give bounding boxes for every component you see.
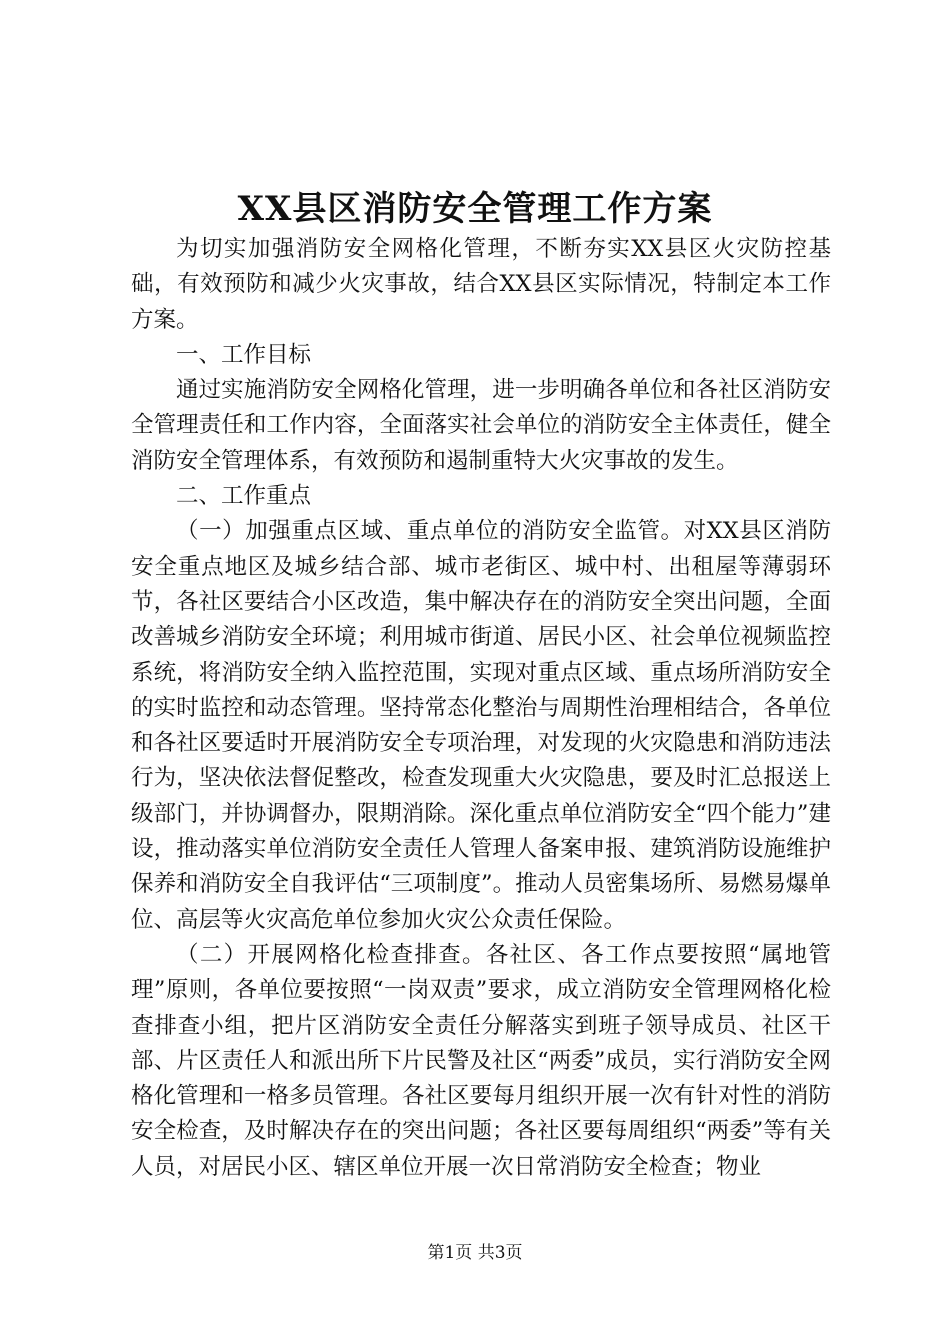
paragraph-intro: 为切实加强消防安全网格化管理，不断夯实XX县区火灾防控基础，有效预防和减少火灾事故，结合XX县区实际情况，特制定本工作方案。 <box>131 236 831 333</box>
paragraph-focus-2: （二）开展网格化检查排查。各社区、各工作点要按照“属地管理”原则，各单位要按照“一岗双责”要求，成立消防安全管理网格化检查排查小组，把片区消防安全责任分解落实到班子领导成员、社区干部、片区责任人和派出所下片民警及社区“两委”成员，实行消防安全网格化管理和一格多员管理。各社区要每月组织开展一次有针对性的消防安全检查，及时解决存在的突出问题；各社区要每周组织“两委”等有关人员，对居民小区、辖区单位开展一次日常消防安全检查；物业 <box>131 941 831 1180</box>
section-heading-goals: 一、工作目标 <box>176 341 312 368</box>
document-body <box>131 232 831 1185</box>
paragraph-goals: 通过实施消防安全网格化管理，进一步明确各单位和各社区消防安全管理责任和工作内容，全面落实社会单位的消防安全主体责任，健全消防安全管理体系，有效预防和遏制重特大火灾事故的发生。 <box>131 377 831 474</box>
paragraph-focus-1: （一）加强重点区域、重点单位的消防安全监管。对XX县区消防安全重点地区及城乡结合部、城市老街区、城中村、出租屋等薄弱环节，各社区要结合小区改造，集中解决存在的消防安全突出问题，全面改善城乡消防安全环境；利用城市街道、居民小区、社会单位视频监控系统，将消防安全纳入监控范围，实现对重点区域、重点场所消防安全的实时监控和动态管理。坚持常态化整治与周期性治理相结合，各单位和各社区要适时开展消防安全专项治理，对发现的火灾隐患和消防违法行为，坚决依法督促整改，检查发现重大火灾隐患，要及时汇总报送上级部门，并协调督办，限期消除。深化重点单位消防安全“四个能力”建设，推动落实单位消防安全责任人管理人备案申报、建筑消防设施维护保养和消防安全自我评估“三项制度”。推动人员密集场所、易燃易爆单位、高层等火灾高危单位参加火灾公众责任保险。 <box>131 518 831 933</box>
page-number-footer: 第1页 共3页 <box>427 1243 523 1263</box>
document-title: XX县区消防安全管理工作方案 <box>237 189 713 229</box>
section-heading-focus: 二、工作重点 <box>176 483 312 510</box>
